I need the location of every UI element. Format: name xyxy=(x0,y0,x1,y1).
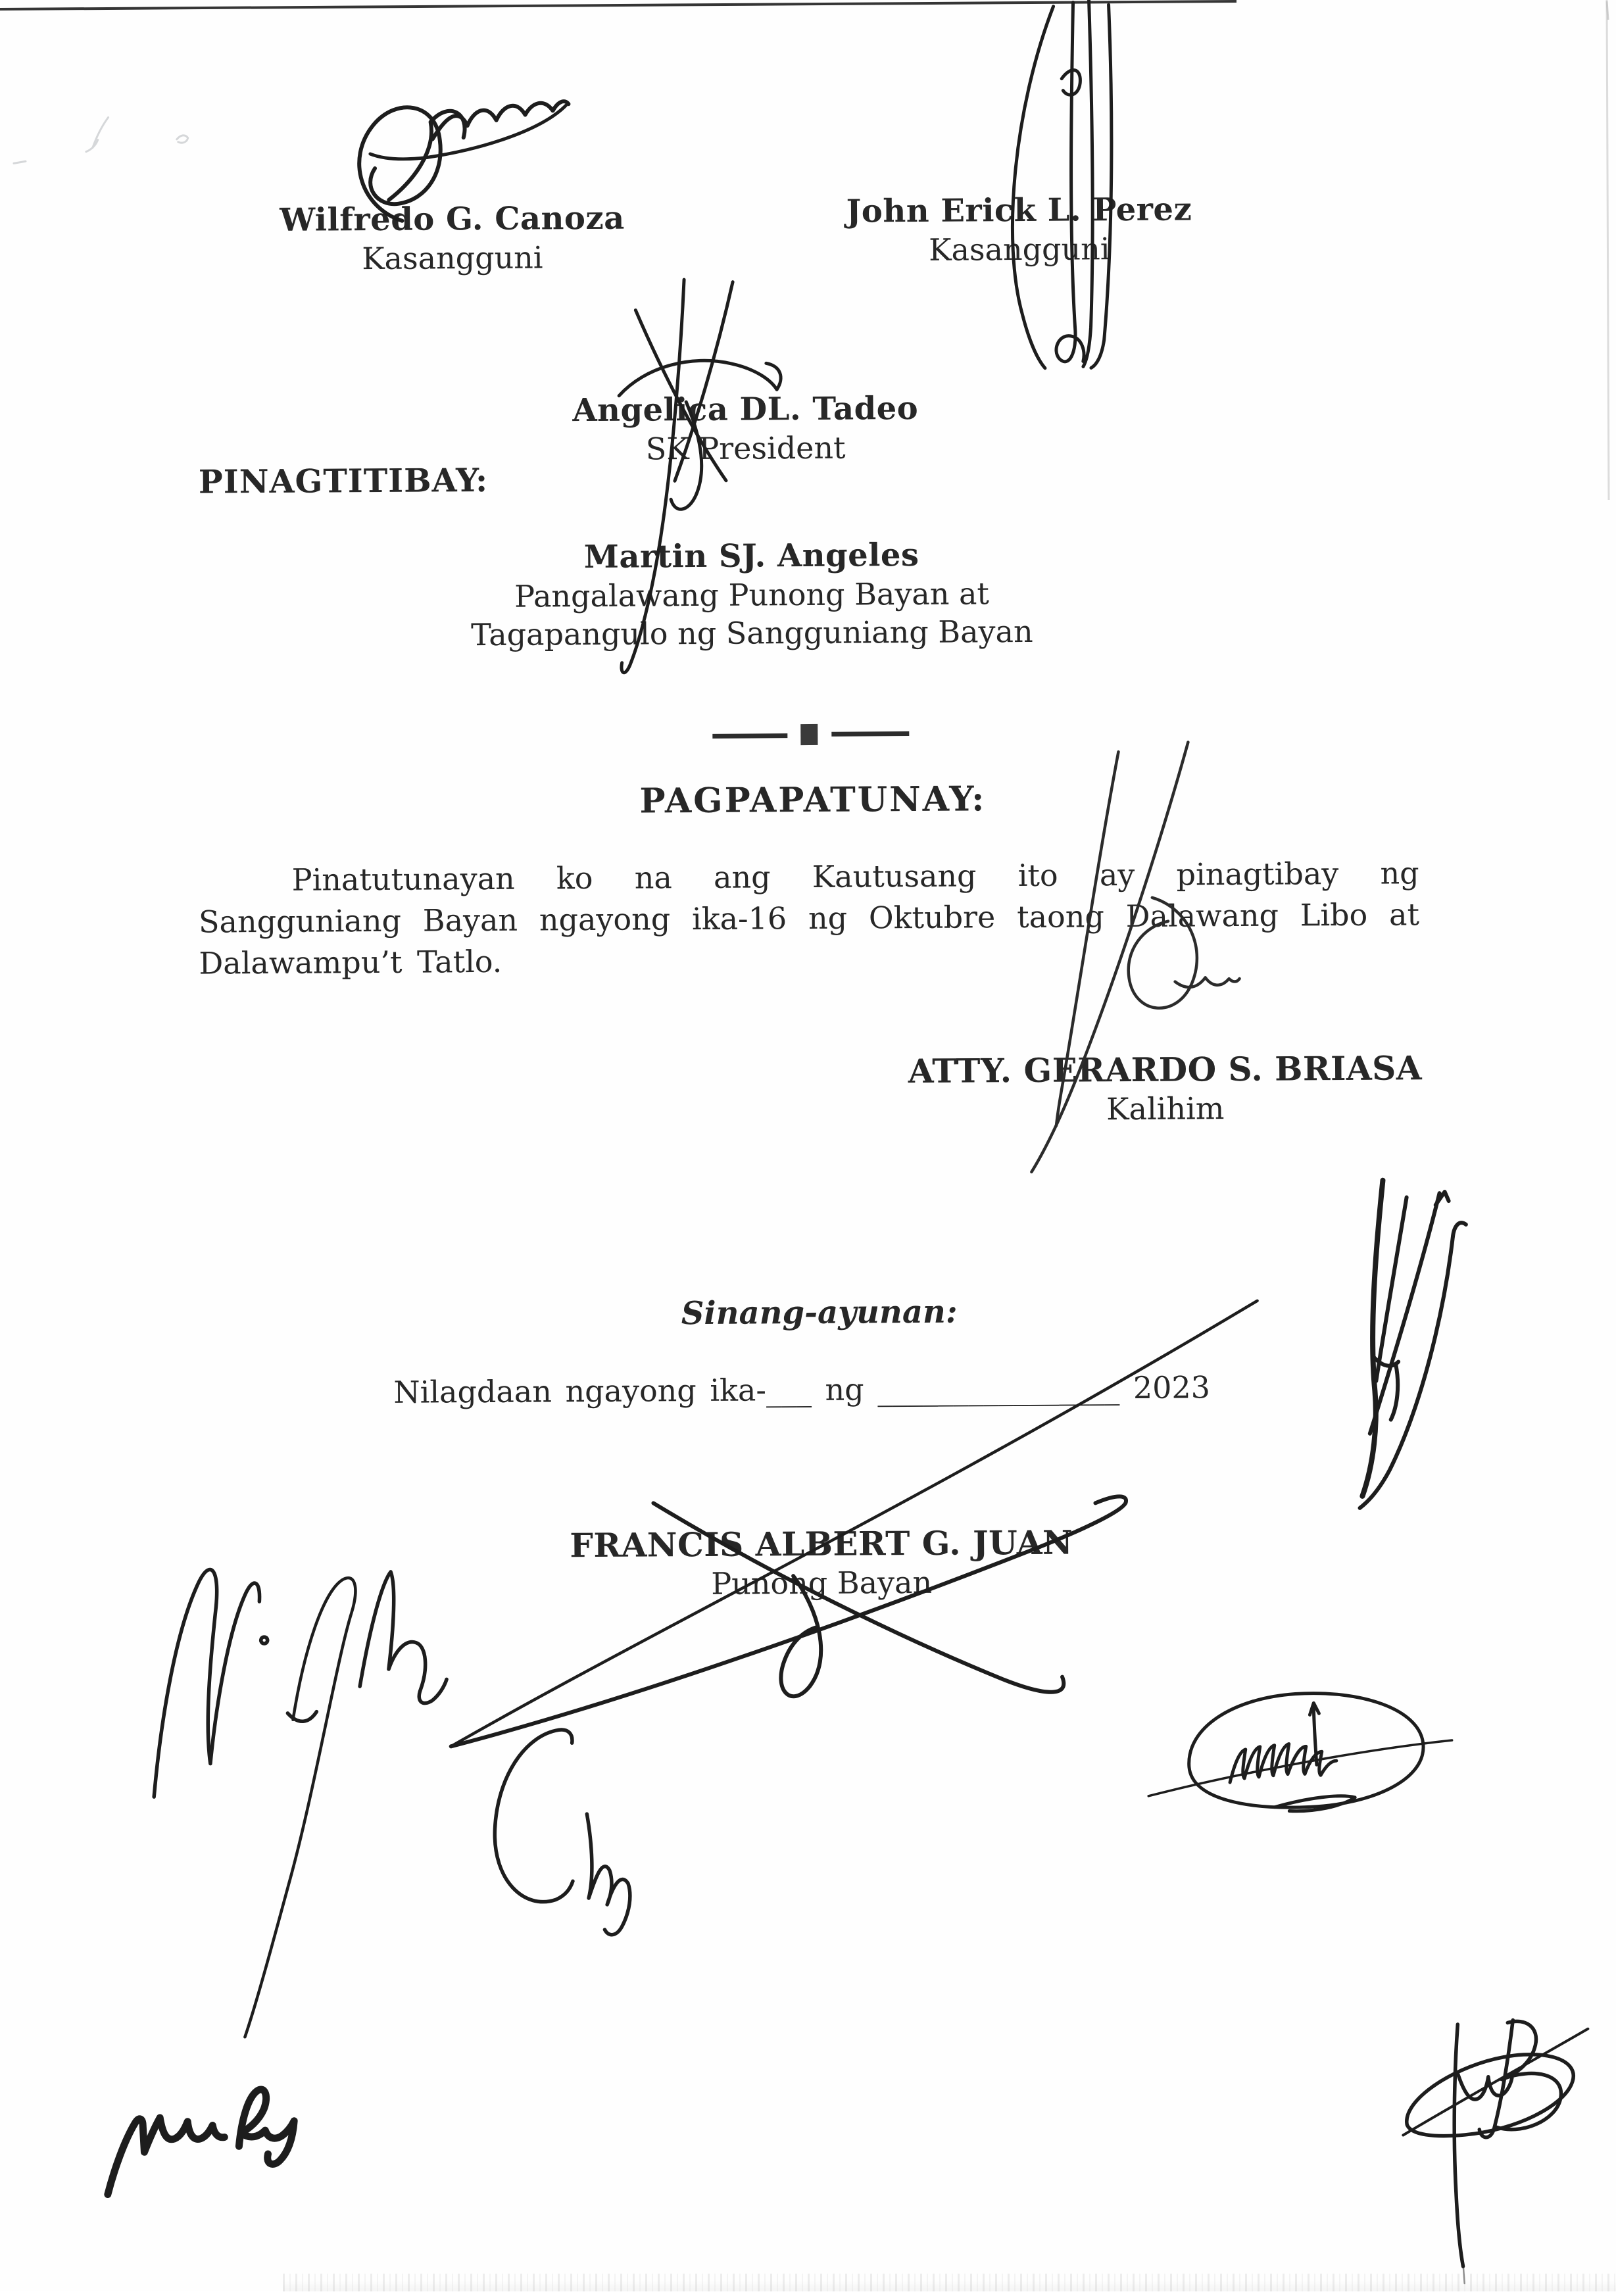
signatory-name-canoza: Wilfredo G. Canoza xyxy=(280,199,625,239)
signatory-name-perez: John Erick L. Perez xyxy=(846,191,1192,230)
signing-date-line xyxy=(393,1369,1210,1410)
signature-mb-monogram xyxy=(1402,2020,1589,2284)
secretary-title: Kalihim xyxy=(1106,1090,1225,1127)
section-divider-ornament xyxy=(712,723,910,750)
signature-nirarey xyxy=(107,2089,295,2195)
mayor-name: FRANCIS ALBERT G. JUAN xyxy=(570,1523,1073,1565)
pagpapatunay-heading: PAGPAPATUNAY: xyxy=(639,779,987,821)
divider-left-bar xyxy=(712,733,787,739)
secretary-block xyxy=(869,1048,1461,1129)
certification-paragraph: Pinatutunayan ko na ang Kautusang ito ay pinagtibay ng Sangguniang Bayan ngayong ika-16 ng Oktubre taong Dalawang Libo at Dalawampu’t Tatlo. xyxy=(198,855,1420,981)
signature-oval-scribble xyxy=(1148,1692,1452,1812)
mayor-block xyxy=(526,1523,1118,1603)
approval-label: Sinang-ayunan: xyxy=(681,1293,958,1332)
divider-right-bar xyxy=(831,731,909,737)
signatory-block-canoza xyxy=(156,198,748,279)
signatory-title-perez: Kasangguni xyxy=(928,231,1110,268)
signing-year: 2023 xyxy=(1119,1369,1211,1406)
pencil-marks xyxy=(14,117,188,164)
signature-m-sash xyxy=(153,1568,449,2038)
secretary-name: ATTY. GERARDO S. BRIASA xyxy=(908,1048,1423,1091)
signatory-name-tadeo: Angelica DL. Tadeo xyxy=(572,389,919,429)
signature-right-fan xyxy=(1358,1180,1467,1508)
presiding-officer-block xyxy=(455,535,1048,654)
mayor-title: Punong Bayan xyxy=(711,1564,933,1601)
signatory-title-canoza: Kasangguni xyxy=(362,239,543,277)
divider-square xyxy=(800,724,818,745)
signing-month-blank: ________________ xyxy=(877,1370,1120,1407)
signing-date-connector: ng xyxy=(811,1371,878,1407)
signing-day-blank: ___ xyxy=(766,1371,812,1408)
presiding-officer-title-1: Pangalawang Punong Bayan at xyxy=(514,575,990,614)
signature-juan xyxy=(449,1301,1260,1747)
signatory-block-tadeo xyxy=(449,388,1042,469)
signature-c-lu xyxy=(494,1729,630,1935)
scan-edge-top xyxy=(0,0,1616,20)
scan-noise-bottom xyxy=(283,2274,1616,2291)
pinagtitibay-label: PINAGTITIBAY: xyxy=(198,460,489,501)
signatory-block-perez xyxy=(723,189,1315,270)
presiding-officer-name: Martin SJ. Angeles xyxy=(583,536,919,576)
presiding-officer-title-2: Tagapangulo ng Sangguniang Bayan xyxy=(470,613,1033,653)
signing-date-prefix: Nilagdaan ngayong ika- xyxy=(393,1372,767,1410)
signature-perez xyxy=(1011,0,1113,368)
signatory-title-tadeo: SK President xyxy=(645,429,846,467)
